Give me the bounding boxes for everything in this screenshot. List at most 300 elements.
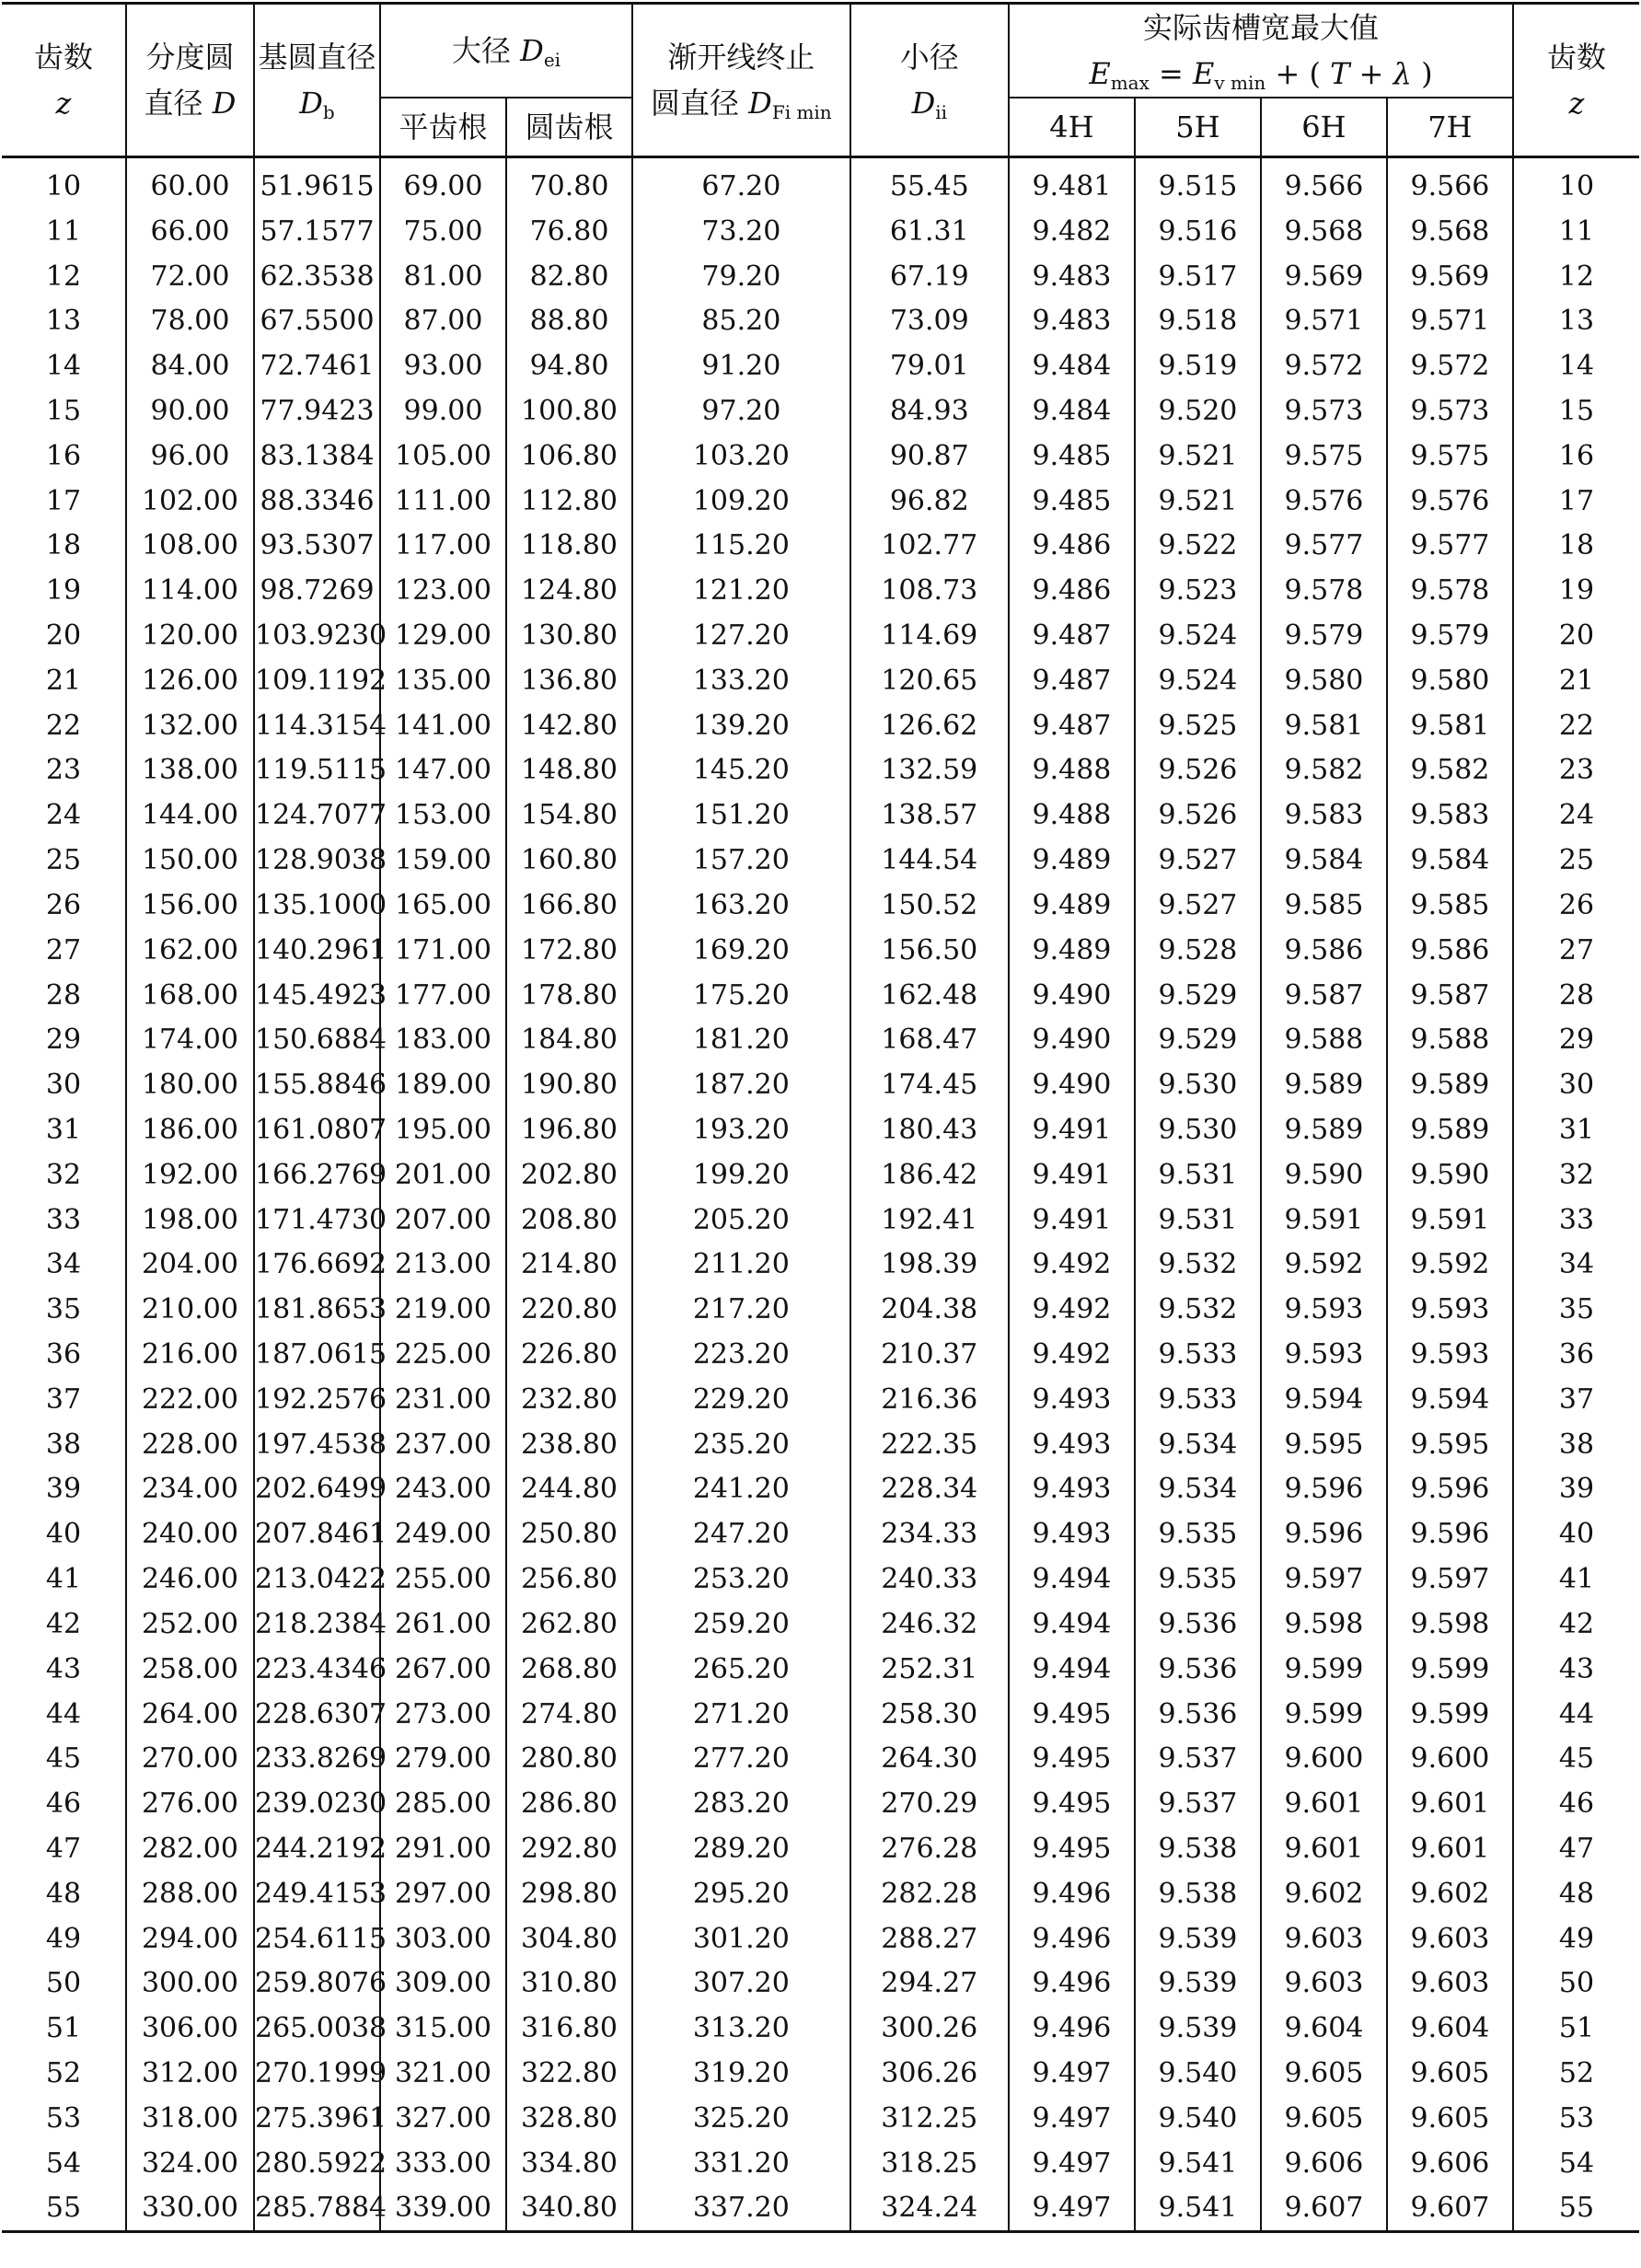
cell-base-diameter: 128.9038: [254, 838, 380, 883]
cell-pitch-diameter: 234.00: [126, 1467, 254, 1512]
cell-emax-5h: 9.539: [1135, 1916, 1261, 1961]
cell-major-diameter-flat: 321.00: [380, 2051, 506, 2096]
cell-major-diameter-flat: 105.00: [380, 434, 506, 479]
cell-major-diameter-flat: 165.00: [380, 883, 506, 928]
cell-form-diameter: 319.20: [632, 2051, 850, 2096]
cell-base-diameter: 187.0615: [254, 1332, 380, 1377]
cell-emax-4h: 9.493: [1009, 1511, 1135, 1556]
cell-tooth-count-right: 44: [1513, 1692, 1639, 1737]
cell-emax-4h: 9.497: [1009, 2186, 1135, 2232]
cell-major-diameter-flat: 147.00: [380, 748, 506, 793]
cell-emax-5h: 9.522: [1135, 524, 1261, 569]
table-row: [2, 434, 1639, 479]
cell-emax-5h: 9.540: [1135, 2051, 1261, 2096]
table-row: [2, 1736, 1639, 1781]
cell-major-diameter-round: 292.80: [506, 1826, 632, 1871]
cell-major-diameter-round: 190.80: [506, 1062, 632, 1107]
cell-minor-diameter: 168.47: [850, 1017, 1009, 1062]
cell-emax-6h: 9.579: [1261, 613, 1387, 658]
cell-emax-5h: 9.532: [1135, 1243, 1261, 1288]
cell-emax-4h: 9.484: [1009, 343, 1135, 388]
header-tooth-count-right-label: 齿数: [1546, 40, 1606, 75]
cell-pitch-diameter: 174.00: [126, 1017, 254, 1062]
cell-major-diameter-round: 208.80: [506, 1198, 632, 1243]
cell-emax-6h: 9.592: [1261, 1243, 1387, 1288]
cell-pitch-diameter: 216.00: [126, 1332, 254, 1377]
header-space-width-formula: [1010, 51, 1512, 97]
cell-emax-6h: 9.596: [1261, 1467, 1387, 1512]
cell-major-diameter-flat: 339.00: [380, 2186, 506, 2232]
cell-emax-6h: 9.584: [1261, 838, 1387, 883]
cell-base-diameter: 62.3538: [254, 254, 380, 299]
cell-pitch-diameter: 114.00: [126, 568, 254, 613]
formula-close: ): [1411, 56, 1433, 91]
cell-base-diameter: 150.6884: [254, 1017, 380, 1062]
header-tooth-count-symbol: z: [55, 86, 72, 121]
cell-pitch-diameter: 276.00: [126, 1781, 254, 1826]
cell-emax-6h: 9.591: [1261, 1198, 1387, 1243]
cell-emax-4h: 9.486: [1009, 524, 1135, 569]
cell-emax-5h: 9.530: [1135, 1062, 1261, 1107]
formula-t: T: [1330, 56, 1350, 91]
cell-tooth-count-right: 35: [1513, 1287, 1639, 1332]
cell-form-diameter: 307.20: [632, 1961, 850, 2007]
cell-emax-4h: 9.493: [1009, 1422, 1135, 1467]
table-row: [2, 928, 1639, 973]
cell-major-diameter-round: 316.80: [506, 2006, 632, 2051]
cell-emax-5h: 9.535: [1135, 1511, 1261, 1556]
formula-lambda: λ: [1393, 56, 1412, 91]
cell-form-diameter: 325.20: [632, 2096, 850, 2141]
cell-emax-6h: 9.598: [1261, 1602, 1387, 1647]
cell-minor-diameter: 126.62: [850, 703, 1009, 748]
cell-form-diameter: 223.20: [632, 1332, 850, 1377]
cell-emax-5h: 9.527: [1135, 838, 1261, 883]
cell-emax-7h: 9.571: [1387, 298, 1513, 343]
cell-minor-diameter: 138.57: [850, 793, 1009, 838]
cell-emax-5h: 9.538: [1135, 1871, 1261, 1916]
cell-emax-5h: 9.531: [1135, 1198, 1261, 1243]
header-tooth-count-right-symbol: z: [1568, 86, 1585, 121]
table-row: [2, 1692, 1639, 1737]
table-row: [2, 1781, 1639, 1826]
header-form-diameter: [632, 4, 850, 157]
cell-form-diameter: 157.20: [632, 838, 850, 883]
cell-major-diameter-flat: 267.00: [380, 1647, 506, 1692]
cell-base-diameter: 207.8461: [254, 1511, 380, 1556]
cell-base-diameter: 145.4923: [254, 973, 380, 1018]
cell-major-diameter-flat: 333.00: [380, 2141, 506, 2186]
cell-emax-6h: 9.600: [1261, 1736, 1387, 1781]
cell-emax-5h: 9.537: [1135, 1781, 1261, 1826]
cell-major-diameter-flat: 213.00: [380, 1243, 506, 1288]
cell-minor-diameter: 102.77: [850, 524, 1009, 569]
cell-base-diameter: 77.9423: [254, 388, 380, 434]
cell-form-diameter: 85.20: [632, 298, 850, 343]
cell-emax-4h: 9.487: [1009, 613, 1135, 658]
cell-base-diameter: 124.7077: [254, 793, 380, 838]
cell-form-diameter: 181.20: [632, 1017, 850, 1062]
cell-form-diameter: 247.20: [632, 1511, 850, 1556]
cell-major-diameter-flat: 285.00: [380, 1781, 506, 1826]
cell-tooth-count-right: 12: [1513, 254, 1639, 299]
cell-tooth-count: 46: [2, 1781, 126, 1826]
cell-emax-4h: 9.490: [1009, 973, 1135, 1018]
cell-pitch-diameter: 198.00: [126, 1198, 254, 1243]
cell-major-diameter-flat: 123.00: [380, 568, 506, 613]
cell-tooth-count-right: 46: [1513, 1781, 1639, 1826]
cell-tooth-count-right: 50: [1513, 1961, 1639, 2007]
cell-major-diameter-round: 280.80: [506, 1736, 632, 1781]
cell-form-diameter: 79.20: [632, 254, 850, 299]
cell-tooth-count-right: 36: [1513, 1332, 1639, 1377]
cell-pitch-diameter: 66.00: [126, 209, 254, 254]
header-pitch-diameter-line1: 分度圆: [145, 40, 235, 75]
cell-minor-diameter: 312.25: [850, 2096, 1009, 2141]
cell-major-diameter-round: 136.80: [506, 658, 632, 703]
cell-emax-5h: 9.528: [1135, 928, 1261, 973]
header-pitch-diameter-symbol: D: [212, 86, 237, 121]
cell-tooth-count-right: 13: [1513, 298, 1639, 343]
cell-minor-diameter: 156.50: [850, 928, 1009, 973]
cell-base-diameter: 103.9230: [254, 613, 380, 658]
header-space-width-max: [1009, 4, 1513, 98]
table-row: [2, 1152, 1639, 1198]
table-row: [2, 1287, 1639, 1332]
cell-major-diameter-round: 244.80: [506, 1467, 632, 1512]
cell-form-diameter: 73.20: [632, 209, 850, 254]
cell-form-diameter: 301.20: [632, 1916, 850, 1961]
cell-emax-6h: 9.603: [1261, 1916, 1387, 1961]
header-tooth-count-right: [1513, 4, 1639, 157]
cell-pitch-diameter: 84.00: [126, 343, 254, 388]
cell-tooth-count: 27: [2, 928, 126, 973]
cell-form-diameter: 103.20: [632, 434, 850, 479]
cell-tooth-count-right: 26: [1513, 883, 1639, 928]
cell-emax-7h: 9.566: [1387, 157, 1513, 209]
cell-emax-6h: 9.596: [1261, 1511, 1387, 1556]
table-row: [2, 568, 1639, 613]
table-row: [2, 703, 1639, 748]
cell-emax-5h: 9.527: [1135, 883, 1261, 928]
formula-e: E: [1089, 56, 1111, 91]
cell-pitch-diameter: 102.00: [126, 479, 254, 524]
cell-major-diameter-flat: 297.00: [380, 1871, 506, 1916]
cell-tooth-count: 53: [2, 2096, 126, 2141]
table-row: [2, 298, 1639, 343]
cell-emax-6h: 9.566: [1261, 157, 1387, 209]
cell-emax-7h: 9.577: [1387, 524, 1513, 569]
cell-pitch-diameter: 210.00: [126, 1287, 254, 1332]
cell-minor-diameter: 73.09: [850, 298, 1009, 343]
cell-tooth-count: 23: [2, 748, 126, 793]
cell-emax-7h: 9.593: [1387, 1287, 1513, 1332]
header-form-diameter-text: 圆直径: [650, 86, 739, 121]
cell-major-diameter-round: 322.80: [506, 2051, 632, 2096]
cell-tooth-count-right: 19: [1513, 568, 1639, 613]
table-row: [2, 1647, 1639, 1692]
cell-emax-4h: 9.487: [1009, 658, 1135, 703]
table-row: [2, 524, 1639, 569]
cell-emax-7h: 9.576: [1387, 479, 1513, 524]
cell-base-diameter: 72.7461: [254, 343, 380, 388]
cell-form-diameter: 91.20: [632, 343, 850, 388]
cell-minor-diameter: 162.48: [850, 973, 1009, 1018]
cell-major-diameter-round: 76.80: [506, 209, 632, 254]
cell-minor-diameter: 198.39: [850, 1243, 1009, 1288]
cell-pitch-diameter: 330.00: [126, 2186, 254, 2232]
header-minor-diameter-label: 小径: [899, 40, 959, 75]
cell-major-diameter-round: 340.80: [506, 2186, 632, 2232]
cell-major-diameter-round: 154.80: [506, 793, 632, 838]
cell-pitch-diameter: 252.00: [126, 1602, 254, 1647]
cell-tooth-count-right: 42: [1513, 1602, 1639, 1647]
table-row: [2, 1062, 1639, 1107]
cell-base-diameter: 244.2192: [254, 1826, 380, 1871]
cell-minor-diameter: 228.34: [850, 1467, 1009, 1512]
cell-emax-7h: 9.603: [1387, 1961, 1513, 2007]
cell-major-diameter-flat: 93.00: [380, 343, 506, 388]
cell-emax-4h: 9.488: [1009, 748, 1135, 793]
cell-emax-4h: 9.492: [1009, 1287, 1135, 1332]
cell-major-diameter-flat: 117.00: [380, 524, 506, 569]
cell-tooth-count-right: 25: [1513, 838, 1639, 883]
cell-emax-7h: 9.575: [1387, 434, 1513, 479]
cell-major-diameter-flat: 153.00: [380, 793, 506, 838]
cell-tooth-count-right: 40: [1513, 1511, 1639, 1556]
cell-major-diameter-round: 286.80: [506, 1781, 632, 1826]
cell-minor-diameter: 318.25: [850, 2141, 1009, 2186]
cell-emax-4h: 9.489: [1009, 838, 1135, 883]
cell-minor-diameter: 258.30: [850, 1692, 1009, 1737]
cell-major-diameter-flat: 327.00: [380, 2096, 506, 2141]
cell-emax-4h: 9.496: [1009, 2006, 1135, 2051]
cell-emax-7h: 9.587: [1387, 973, 1513, 1018]
cell-major-diameter-round: 268.80: [506, 1647, 632, 1692]
cell-emax-7h: 9.582: [1387, 748, 1513, 793]
cell-emax-4h: 9.491: [1009, 1198, 1135, 1243]
table-row: [2, 1332, 1639, 1377]
cell-emax-6h: 9.581: [1261, 703, 1387, 748]
cell-base-diameter: 161.0807: [254, 1107, 380, 1152]
cell-pitch-diameter: 96.00: [126, 434, 254, 479]
cell-minor-diameter: 252.31: [850, 1647, 1009, 1692]
header-minor-diameter: [850, 4, 1009, 157]
cell-emax-4h: 9.485: [1009, 434, 1135, 479]
cell-emax-5h: 9.520: [1135, 388, 1261, 434]
cell-tooth-count-right: 16: [1513, 434, 1639, 479]
cell-pitch-diameter: 312.00: [126, 2051, 254, 2096]
cell-base-diameter: 249.4153: [254, 1871, 380, 1916]
cell-major-diameter-round: 178.80: [506, 973, 632, 1018]
header-major-diameter-symbol: D: [520, 33, 544, 68]
header-space-width-label: 实际齿槽宽最大值: [1142, 10, 1379, 45]
cell-emax-4h: 9.493: [1009, 1467, 1135, 1512]
cell-major-diameter-flat: 183.00: [380, 1017, 506, 1062]
cell-emax-6h: 9.593: [1261, 1332, 1387, 1377]
cell-major-diameter-flat: 231.00: [380, 1377, 506, 1422]
cell-emax-6h: 9.595: [1261, 1422, 1387, 1467]
table-body: [2, 157, 1639, 2232]
cell-form-diameter: 229.20: [632, 1377, 850, 1422]
cell-major-diameter-flat: 225.00: [380, 1332, 506, 1377]
cell-tooth-count: 22: [2, 703, 126, 748]
table-row: [2, 1107, 1639, 1152]
cell-minor-diameter: 132.59: [850, 748, 1009, 793]
cell-major-diameter-round: 202.80: [506, 1152, 632, 1198]
cell-form-diameter: 331.20: [632, 2141, 850, 2186]
cell-emax-4h: 9.497: [1009, 2141, 1135, 2186]
cell-emax-5h: 9.524: [1135, 613, 1261, 658]
cell-major-diameter-round: 112.80: [506, 479, 632, 524]
cell-major-diameter-flat: 177.00: [380, 973, 506, 1018]
table-header: [2, 4, 1639, 157]
cell-base-diameter: 265.0038: [254, 2006, 380, 2051]
cell-major-diameter-flat: 129.00: [380, 613, 506, 658]
cell-pitch-diameter: 270.00: [126, 1736, 254, 1781]
cell-major-diameter-round: 106.80: [506, 434, 632, 479]
cell-minor-diameter: 84.93: [850, 388, 1009, 434]
cell-major-diameter-round: 304.80: [506, 1916, 632, 1961]
cell-minor-diameter: 216.36: [850, 1377, 1009, 1422]
cell-emax-6h: 9.593: [1261, 1287, 1387, 1332]
cell-major-diameter-round: 196.80: [506, 1107, 632, 1152]
table-row: [2, 748, 1639, 793]
cell-tooth-count: 41: [2, 1556, 126, 1602]
cell-base-diameter: 254.6115: [254, 1916, 380, 1961]
cell-tooth-count: 44: [2, 1692, 126, 1737]
cell-emax-4h: 9.481: [1009, 157, 1135, 209]
cell-major-diameter-round: 262.80: [506, 1602, 632, 1647]
cell-major-diameter-flat: 219.00: [380, 1287, 506, 1332]
cell-emax-6h: 9.569: [1261, 254, 1387, 299]
cell-major-diameter-round: 130.80: [506, 613, 632, 658]
header-form-diameter-line1: 渐开线终止: [667, 40, 815, 75]
cell-emax-4h: 9.494: [1009, 1602, 1135, 1647]
cell-pitch-diameter: 168.00: [126, 973, 254, 1018]
cell-tooth-count: 38: [2, 1422, 126, 1467]
cell-major-diameter-round: 100.80: [506, 388, 632, 434]
cell-emax-6h: 9.586: [1261, 928, 1387, 973]
cell-emax-5h: 9.533: [1135, 1332, 1261, 1377]
cell-form-diameter: 265.20: [632, 1647, 850, 1692]
cell-minor-diameter: 276.28: [850, 1826, 1009, 1871]
table-row: [2, 254, 1639, 299]
cell-emax-4h: 9.496: [1009, 1916, 1135, 1961]
cell-emax-7h: 9.599: [1387, 1647, 1513, 1692]
cell-tooth-count-right: 52: [1513, 2051, 1639, 2096]
cell-pitch-diameter: 126.00: [126, 658, 254, 703]
cell-tooth-count-right: 22: [1513, 703, 1639, 748]
cell-minor-diameter: 186.42: [850, 1152, 1009, 1198]
cell-tooth-count: 51: [2, 2006, 126, 2051]
cell-base-diameter: 275.3961: [254, 2096, 380, 2141]
cell-emax-6h: 9.603: [1261, 1961, 1387, 2007]
cell-emax-7h: 9.606: [1387, 2141, 1513, 2186]
cell-emax-4h: 9.495: [1009, 1826, 1135, 1871]
cell-major-diameter-flat: 273.00: [380, 1692, 506, 1737]
header-grade-5h: 5H: [1135, 98, 1261, 157]
cell-tooth-count: 16: [2, 434, 126, 479]
cell-tooth-count-right: 21: [1513, 658, 1639, 703]
cell-tooth-count-right: 14: [1513, 343, 1639, 388]
cell-emax-4h: 9.491: [1009, 1152, 1135, 1198]
cell-emax-6h: 9.585: [1261, 883, 1387, 928]
cell-major-diameter-round: 226.80: [506, 1332, 632, 1377]
cell-form-diameter: 241.20: [632, 1467, 850, 1512]
cell-emax-6h: 9.582: [1261, 748, 1387, 793]
cell-emax-5h: 9.523: [1135, 568, 1261, 613]
header-minor-diameter-symbol-wrap: [851, 80, 1008, 126]
cell-emax-6h: 9.606: [1261, 2141, 1387, 2186]
header-form-diameter-symbol: D: [748, 86, 772, 121]
cell-tooth-count: 24: [2, 793, 126, 838]
cell-pitch-diameter: 78.00: [126, 298, 254, 343]
cell-tooth-count-right: 11: [1513, 209, 1639, 254]
cell-major-diameter-round: 274.80: [506, 1692, 632, 1737]
cell-form-diameter: 271.20: [632, 1692, 850, 1737]
cell-emax-6h: 9.607: [1261, 2186, 1387, 2232]
cell-base-diameter: 88.3346: [254, 479, 380, 524]
cell-emax-5h: 9.538: [1135, 1826, 1261, 1871]
table-row: [2, 1602, 1639, 1647]
cell-emax-7h: 9.572: [1387, 343, 1513, 388]
cell-emax-7h: 9.594: [1387, 1377, 1513, 1422]
table-row: [2, 2141, 1639, 2186]
header-pitch-diameter: [126, 4, 254, 157]
cell-pitch-diameter: 162.00: [126, 928, 254, 973]
cell-minor-diameter: 210.37: [850, 1332, 1009, 1377]
table-row: [2, 613, 1639, 658]
table-row: [2, 1871, 1639, 1916]
cell-pitch-diameter: 288.00: [126, 1871, 254, 1916]
cell-emax-7h: 9.585: [1387, 883, 1513, 928]
cell-emax-6h: 9.575: [1261, 434, 1387, 479]
cell-emax-6h: 9.589: [1261, 1107, 1387, 1152]
cell-emax-7h: 9.569: [1387, 254, 1513, 299]
cell-base-diameter: 83.1384: [254, 434, 380, 479]
cell-base-diameter: 93.5307: [254, 524, 380, 569]
header-pitch-diameter-text: 直径: [144, 86, 203, 121]
cell-tooth-count-right: 10: [1513, 157, 1639, 209]
cell-tooth-count: 30: [2, 1062, 126, 1107]
cell-major-diameter-flat: 135.00: [380, 658, 506, 703]
cell-emax-4h: 9.490: [1009, 1017, 1135, 1062]
cell-pitch-diameter: 318.00: [126, 2096, 254, 2141]
cell-emax-5h: 9.539: [1135, 1961, 1261, 2007]
cell-pitch-diameter: 144.00: [126, 793, 254, 838]
cell-pitch-diameter: 246.00: [126, 1556, 254, 1602]
cell-emax-5h: 9.537: [1135, 1736, 1261, 1781]
cell-minor-diameter: 300.26: [850, 2006, 1009, 2051]
cell-emax-4h: 9.485: [1009, 479, 1135, 524]
cell-pitch-diameter: 156.00: [126, 883, 254, 928]
cell-minor-diameter: 288.27: [850, 1916, 1009, 1961]
cell-minor-diameter: 324.24: [850, 2186, 1009, 2232]
cell-base-diameter: 239.0230: [254, 1781, 380, 1826]
cell-major-diameter-round: 184.80: [506, 1017, 632, 1062]
cell-emax-4h: 9.486: [1009, 568, 1135, 613]
cell-emax-6h: 9.599: [1261, 1647, 1387, 1692]
cell-minor-diameter: 61.31: [850, 209, 1009, 254]
cell-major-diameter-round: 250.80: [506, 1511, 632, 1556]
cell-base-diameter: 280.5922: [254, 2141, 380, 2186]
cell-emax-5h: 9.536: [1135, 1602, 1261, 1647]
formula-plus: +: [1349, 56, 1393, 91]
cell-emax-6h: 9.583: [1261, 793, 1387, 838]
cell-minor-diameter: 246.32: [850, 1602, 1009, 1647]
table-row: [2, 1422, 1639, 1467]
